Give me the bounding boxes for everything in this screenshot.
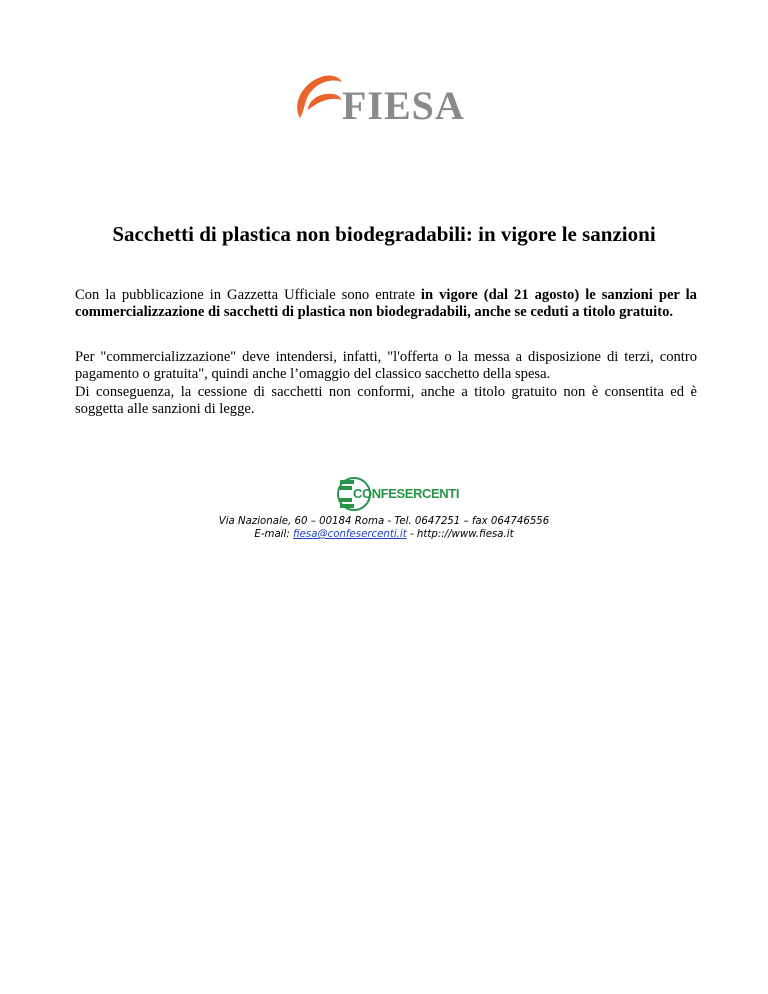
paragraph-intro-text: Con la pubblicazione in Gazzetta Ufficiale sono entrate: [75, 287, 421, 303]
footer-contacts: [0, 528, 768, 542]
footer-address: Via Nazionale, 60 – 00184 Roma - Tel. 0647251 – fax 064746556: [218, 516, 550, 527]
fiesa-swoosh-icon: [286, 70, 342, 126]
paragraph-intro-bold: in vigore (dal 21 agosto) le sanzioni per la commercializzazione di sacchetti di plastica non biodegradabili, anche se ceduti a titolo gratuito.: [75, 287, 697, 321]
confesercenti-logo: [336, 476, 460, 512]
paragraph-definition: Per "commercializzazione" deve intendersi, infatti, "l'offerta o la messa a disposizione di terzi, contro pagamento o gratuita", quindi anche l’omaggio del classico sacchetto della spesa.: [75, 349, 697, 383]
website-text: - http:://www.fiesa.it: [406, 529, 514, 540]
fiesa-logo: [286, 70, 486, 130]
paragraph-intro: [75, 287, 697, 321]
fiesa-logo-text: FIESA: [342, 83, 465, 128]
email-label: E-mail:: [254, 529, 294, 540]
page-title: Sacchetti di plastica non biodegradabili: in vigore le sanzioni: [112, 222, 656, 246]
confesercenti-logo-text: CONFESERCENTI: [353, 486, 460, 501]
paragraph-consequence: Di conseguenza, la cessione di sacchetti non conformi, anche a titolo gratuito non è consentita ed è soggetta alle sanzioni di legge.: [75, 384, 697, 418]
email-link[interactable]: fiesa@confesercenti.it: [293, 529, 407, 540]
